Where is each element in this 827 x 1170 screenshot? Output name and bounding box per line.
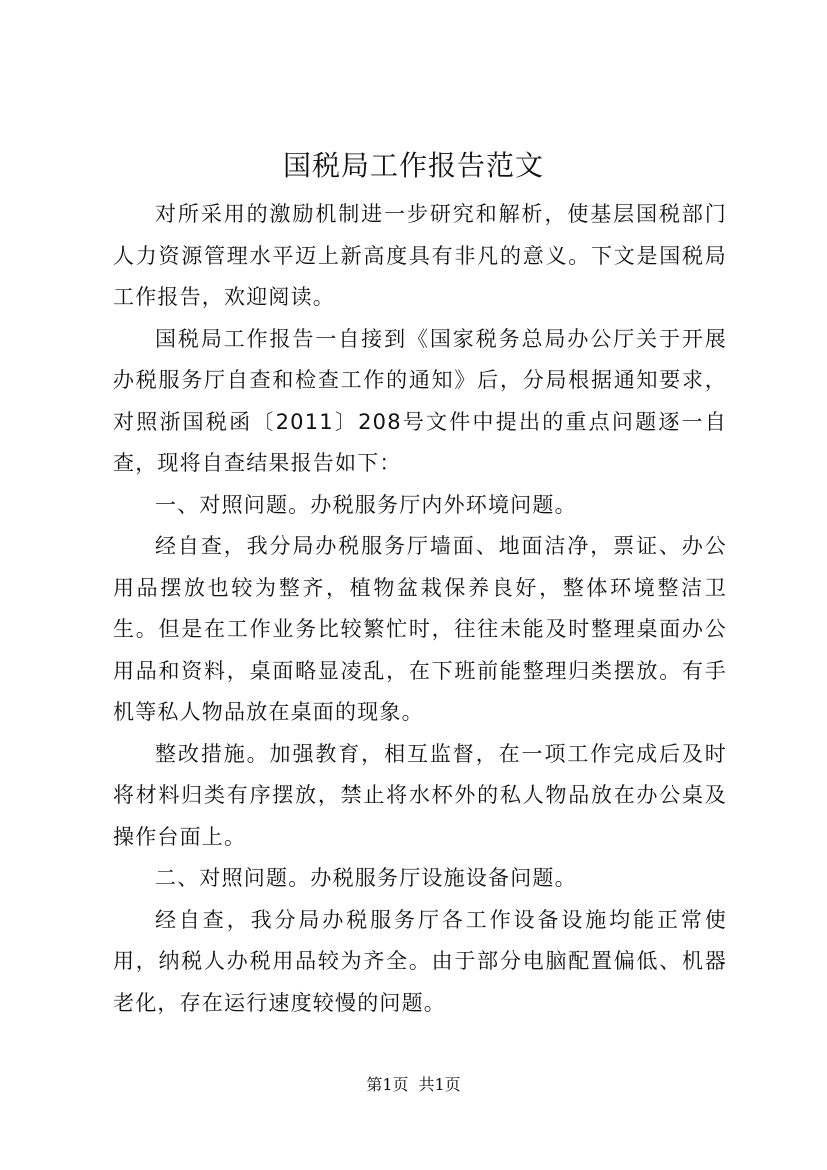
paragraph-heading-environment: 一、对照问题。办税服务厅内外环境问题。	[155, 492, 577, 517]
page-footer	[0, 1074, 827, 1096]
paragraph-environment-findings: 经自查，我分局办税服务厅墙面、地面洁净，票证、办公用品摆放也较为整齐，植物盆栽保养良好，整体环境整洁卫生。但是在工作业务比较繁忙时，往往未能及时整理桌面办公用品和资料，桌面略显凌乱，在下班前能整理归类摆放。有手机等私人物品放在桌面的现象。	[113, 534, 727, 724]
paragraph-heading-equipment: 二、对照问题。办税服务厅设施设备问题。	[155, 866, 577, 890]
paragraph-intro: 对所采用的激励机制进一步研究和解析，使基层国税部门人力资源管理水平迈上新高度具有非凡的意义。下文是国税局工作报告，欢迎阅读。	[113, 202, 727, 309]
document-body	[113, 194, 727, 1024]
paragraph-report-opening: 国税局工作报告一自接到《国家税务总局办公厅关于开展办税服务厅自查和检查工作的通知》后，分局根据通知要求，对照浙国税函〔2011〕208号文件中提出的重点问题逐一自查，现将自查结果报告如下：	[113, 326, 727, 475]
document-title: 国税局工作报告范文	[282, 149, 544, 182]
paragraph-equipment-findings: 经自查，我分局办税服务厅各工作设备设施均能正常使用，纳税人办税用品较为齐全。由于部分电脑配置偏低、机器老化，存在运行速度较慢的问题。	[113, 907, 727, 1015]
paragraph-environment-measures: 整改措施。加强教育，相互监督，在一项工作完成后及时将材料归类有序摆放，禁止将水杯外的私人物品放在办公桌及操作台面上。	[113, 741, 727, 849]
page-total: 共1页	[418, 1075, 461, 1094]
page-number: 第1页	[366, 1075, 409, 1094]
